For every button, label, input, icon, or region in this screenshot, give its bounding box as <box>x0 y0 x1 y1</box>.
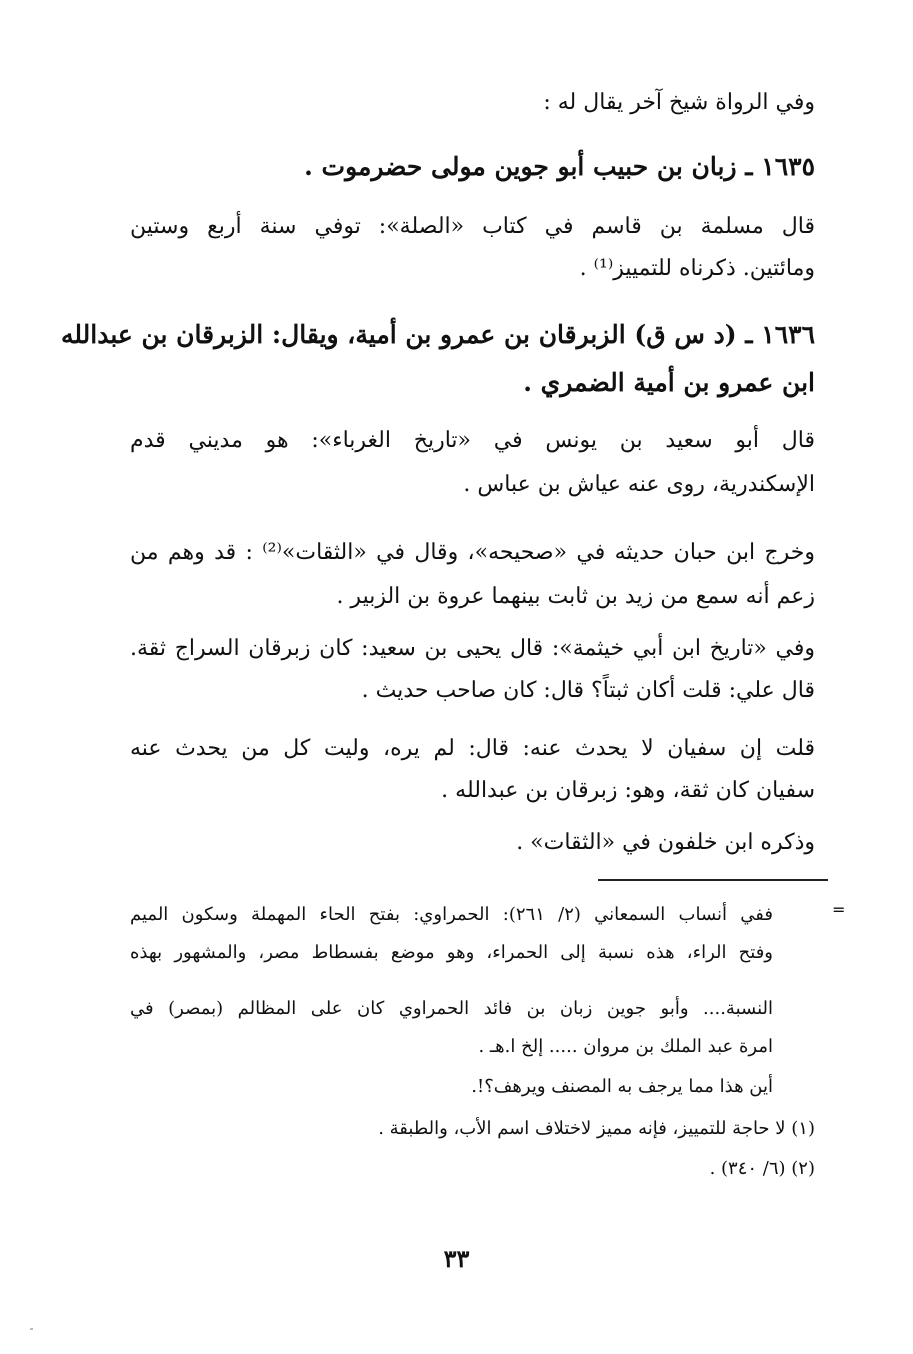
page-number: ٣٣ <box>443 1244 470 1273</box>
entry-1635-text-line-1: قال مسلمة بن قاسم في كتاب «الصلة»: توفي سنة أربع وستين <box>130 214 815 239</box>
footnote-continued-line-4: امرة عبد الملك بن مروان ..... إلخ ا.هـ . <box>478 1036 773 1057</box>
footnote-separator <box>598 879 828 881</box>
entry-1636-para-4-line-2: سفيان كان ثقة، وهو: زبرقان بن عبدالله . <box>441 778 815 803</box>
footnote-continued-line-5: أين هذا مما يرجف به المصنف ويرهف؟!. <box>471 1076 773 1097</box>
entry-1636-para-4-line-1: قلت إن سفيان لا يحدث عنه: قال: لم يره، وليت كل من يحدث عنه <box>130 736 815 761</box>
entry-1636-para-1-line-2: الإسكندرية، روى عنه عياش بن عباس . <box>463 472 815 497</box>
footnote-continued-line-1: ففي أنساب السمعاني (٢/ ٢٦١): الحمراوي: بفتح الحاء المهملة وسكون الميم <box>130 904 773 925</box>
footnote-1: (١) لا حاجة للتمييز، فإنه مميز لاختلاف اسم الأب، والطبقة . <box>378 1118 815 1139</box>
footnote-continued-line-2: وفتح الراء، هذه نسبة إلى الحمراء، وهو موضع بفسطاط مصر، والمشهور بهذه <box>130 942 773 963</box>
entry-1636-para-3-line-1: وفي «تاريخ ابن أبي خيثمة»: قال يحيى بن سعيد: كان زبرقان السراج ثقة. <box>130 636 815 661</box>
continued-footnote-marker: = <box>832 900 846 919</box>
entry-heading-1635: ١٦٣٥ ـ زبان بن حبيب أبو جوين مولى حضرموت . <box>304 152 815 181</box>
entry-1635-text-line-2: ومائتين. ذكرناه للتمييز⁽¹⁾ . <box>579 256 815 281</box>
entry-1636-para-5: وذكره ابن خلفون في «الثقات» . <box>516 830 815 855</box>
entry-heading-1636-line-1: ١٦٣٦ ـ (د س ق) الزبرقان بن عمرو بن أمية، ويقال: الزبرقان بن عبدالله <box>60 320 815 349</box>
entry-1636-para-2-line-1: وخرج ابن حبان حديثه في «صحيحه»، وقال في «الثقات»⁽²⁾ : قد وهم من <box>130 540 815 565</box>
entry-1636-para-1-line-1: قال أبو سعيد بن يونس في «تاريخ الغرباء»: هو مديني قدم <box>130 428 815 453</box>
entry-1636-para-2-line-2: زعم أنه سمع من زيد بن ثابت بينهما عروة بن الزبير . <box>336 584 815 609</box>
entry-heading-1636-line-2: ابن عمرو بن أمية الضمري . <box>523 368 815 397</box>
entry-1636-para-3-line-2: قال علي: قلت أكان ثبتاً؟ قال: كان صاحب حديث . <box>361 678 815 703</box>
scan-speck <box>30 1328 33 1330</box>
footnote-2: (٢) (٦/ ٣٤٠) . <box>709 1158 815 1179</box>
intro-line: وفي الرواة شيخ آخر يقال له : <box>543 90 815 115</box>
footnote-continued-line-3: النسبة.... وأبو جوين زبان بن فائد الحمراوي كان على المظالم (بمصر) في <box>130 998 773 1019</box>
